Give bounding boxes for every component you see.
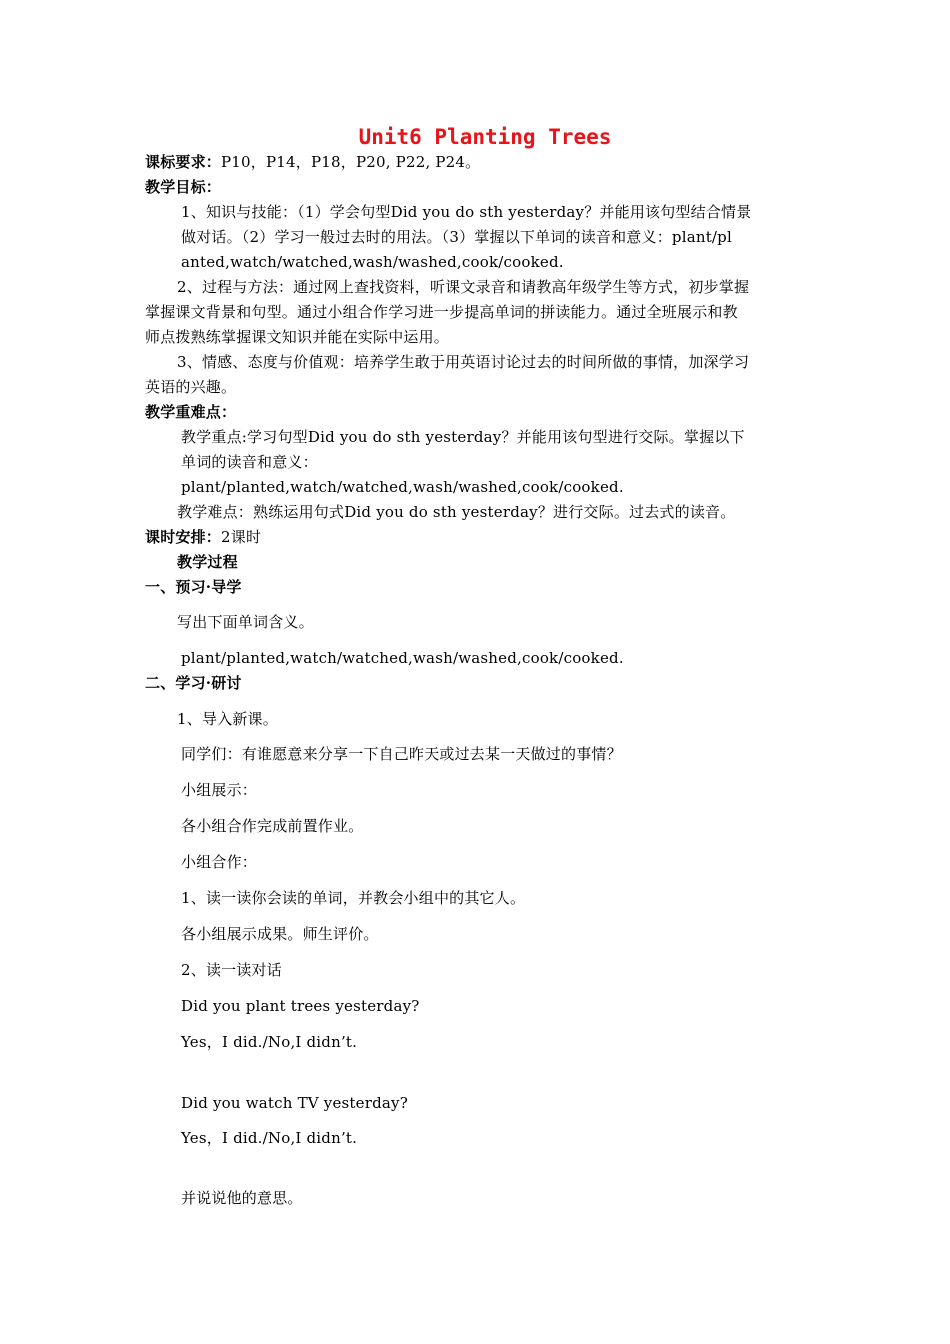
objective-2-line-2: 掌握课文背景和句型。通过小组合作学习进一步提高单词的拼读能力。通过全班展示和教 bbox=[145, 303, 738, 321]
requirements-label: 课标要求： bbox=[145, 153, 222, 171]
requirements-text: P10，P14，P18，P20, P22, P24。 bbox=[221, 153, 481, 171]
objective-1-line-1: 1、知识与技能：（1）学会句型Did you do sth yesterday？并能用该句型结合情景 bbox=[181, 203, 752, 221]
section-2-line-6: 1、读一读你会读的单词，并教会小组中的其它人。 bbox=[181, 889, 526, 907]
section-2-line-8: 2、读一读对话 bbox=[181, 961, 282, 979]
objective-3-line-2: 英语的兴趣。 bbox=[145, 378, 237, 396]
section-2-line-5: 小组合作： bbox=[181, 853, 258, 871]
section-1-heading: 一、预习·导学 bbox=[145, 578, 242, 596]
schedule-text: 2课时 bbox=[221, 528, 262, 546]
section-2-line-7: 各小组展示成果。师生评价。 bbox=[181, 925, 379, 943]
objective-1-line-2: 做对话。（2）学习一般过去时的用法。（3）掌握以下单词的读音和意义：plant/pl bbox=[181, 228, 732, 246]
requirements-line bbox=[145, 152, 480, 172]
process-heading: 教学过程 bbox=[177, 553, 238, 571]
section-2-line-12: Yes，I did./No,I didn’t. bbox=[181, 1129, 358, 1147]
section-2-line-2: 同学们：有谁愿意来分享一下自己昨天或过去某一天做过的事情？ bbox=[181, 745, 622, 763]
objective-3-line-1: 3、情感、态度与价值观：培养学生敢于用英语讨论过去的时间所做的事情，加深学习 bbox=[177, 353, 750, 371]
schedule-label: 课时安排： bbox=[145, 528, 222, 546]
focus-line-2: 单词的读音和意义： bbox=[181, 453, 318, 471]
objective-2-line-3: 师点拨熟练掌握课文知识并能在实际中运用。 bbox=[145, 328, 450, 346]
objective-1-line-3: anted,watch/watched,wash/washed,cook/cooked. bbox=[181, 253, 564, 271]
section-2-line-13: 并说说他的意思。 bbox=[181, 1189, 303, 1207]
section-2-line-9: Did you plant trees yesterday? bbox=[181, 997, 420, 1015]
focus-line-3: plant/planted,watch/watched,wash/washed,cook/cooked. bbox=[181, 478, 624, 496]
section-1-line-2: plant/planted,watch/watched,wash/washed,cook/cooked. bbox=[181, 649, 624, 667]
section-2-line-10: Yes，I did./No,I didn’t. bbox=[181, 1033, 358, 1051]
section-2-line-4: 各小组合作完成前置作业。 bbox=[181, 817, 364, 835]
key-points-label: 教学重难点： bbox=[145, 403, 237, 421]
document-title: Unit6 Planting Trees bbox=[358, 125, 612, 149]
difficulty-line: 教学难点：熟练运用句式Did you do sth yesterday？进行交际。过去式的读音。 bbox=[177, 503, 736, 521]
schedule-line bbox=[145, 527, 261, 547]
section-2-line-11: Did you watch TV yesterday? bbox=[181, 1094, 408, 1112]
section-2-line-3: 小组展示： bbox=[181, 781, 258, 799]
objectives-label: 教学目标： bbox=[145, 178, 222, 196]
focus-line-1: 教学重点:学习句型Did you do sth yesterday？并能用该句型进行交际。掌握以下 bbox=[181, 428, 745, 446]
section-2-heading: 二、学习·研讨 bbox=[145, 674, 242, 692]
section-2-line-1: 1、导入新课。 bbox=[177, 710, 278, 728]
section-1-line-1: 写出下面单词含义。 bbox=[177, 613, 314, 631]
objective-2-line-1: 2、过程与方法：通过网上查找资料，听课文录音和请教高年级学生等方式，初步掌握 bbox=[177, 278, 750, 296]
